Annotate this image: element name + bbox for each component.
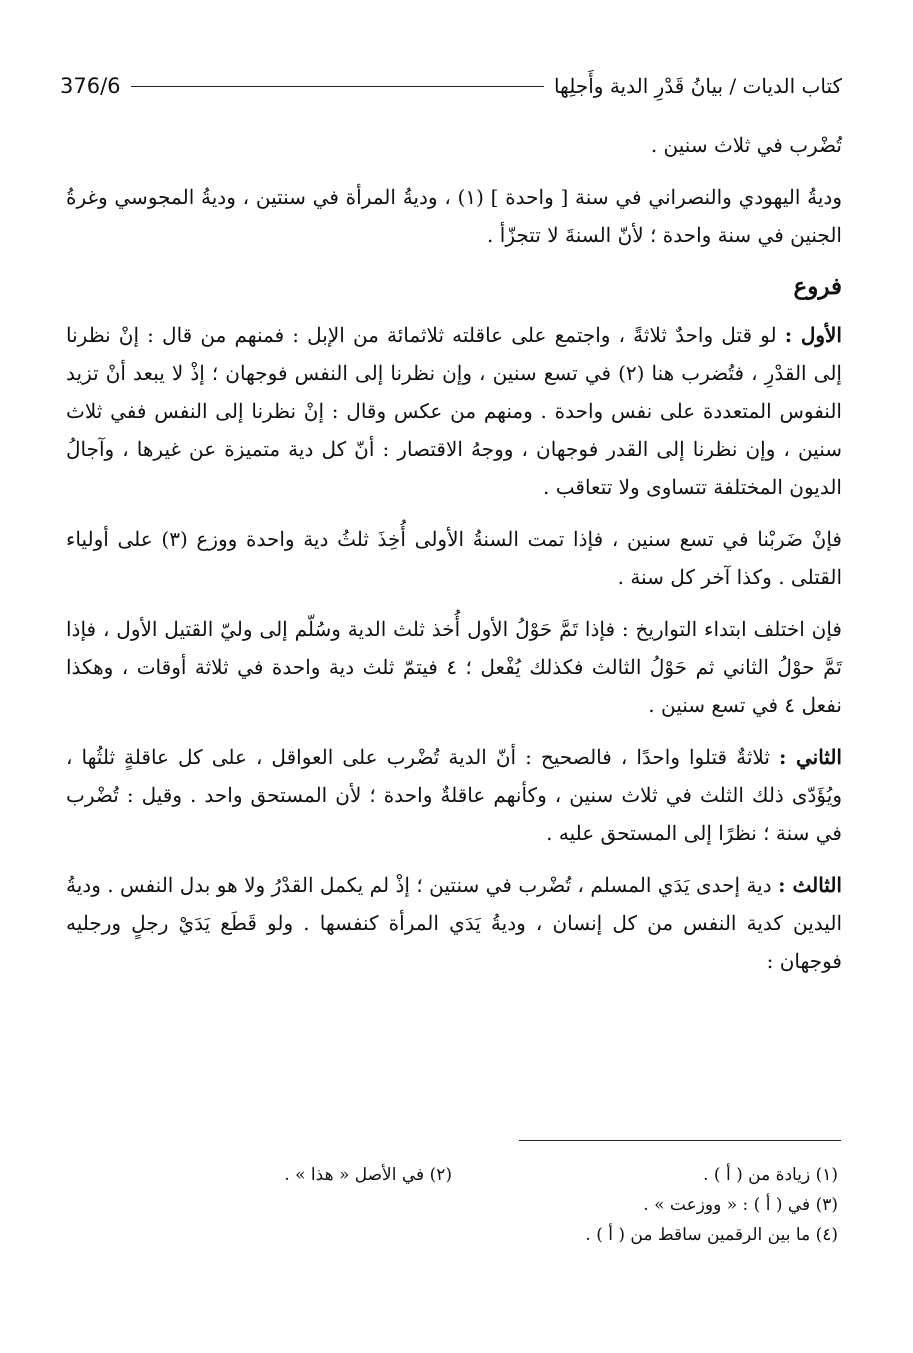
footnote-4: (٤) ما بين الرقمين ساقط من ( أ ) . bbox=[585, 1225, 838, 1245]
item-third bbox=[66, 866, 842, 980]
item-lead: الأول : bbox=[784, 323, 842, 347]
page-number: 376/6 bbox=[60, 74, 121, 98]
header-rule bbox=[131, 86, 544, 87]
item-text: لو قتل واحدٌ ثلاثةً ، واجتمع على عاقلته ثلاثمائة من الإبل : فمنهم من قال : إنْ نظرنا إلى القدْرِ ، فتُضرب هنا (٢) في تسع سنين ، وإن نظرنا إلى النفس فوجهان ؛ إذْ لا يبعد أنْ تزيد النفوس المتعددة على نفس واحدة . ومنهم من عكس وقال : إنْ نظرنا إلى النفس ففي ثلاث سنين ، وإن نظرنا إلى القدر فوجهان ، ووجهُ الاقتصار : أنّ كل دية متميزة عن غيرها ، وآجالُ الديون المختلفة تتساوى ولا تتعاقب . bbox=[66, 323, 842, 499]
paragraph-text: فإن اختلف ابتداء التواريخ : فإذا تَمَّ حَوْلُ الأول أُخذ ثلث الدية وسُلّم إلى وليّ القتيل الأول ، فإذا تَمَّ حوْلُ الثاني ثم حَوْلُ الثالث فكذلك يُفْعل ؛ ٤ فيتمّ ثلث دية واحدة في ثلاثة أوقات ، وهكذا نفعل ٤ في تسع سنين . bbox=[66, 617, 842, 717]
paragraph bbox=[66, 520, 842, 596]
section-heading: فروع bbox=[793, 273, 842, 300]
paragraph bbox=[66, 610, 842, 724]
item-lead: الثالث : bbox=[778, 873, 842, 897]
footnote-row bbox=[66, 1160, 838, 1190]
paragraph-text: تُضْرب في ثلاث سنين . bbox=[650, 133, 842, 157]
paragraph bbox=[66, 178, 842, 254]
item-second bbox=[66, 738, 842, 852]
footnote-1: (١) زيادة من ( أ ) . bbox=[703, 1165, 838, 1185]
item-lead: الثاني : bbox=[778, 745, 842, 769]
main-text bbox=[66, 126, 842, 994]
item-text: ثلاثةٌ قتلوا واحدًا ، فالصحيح : أنّ الدية تُضْرب على العواقل ، على كل عاقلةٍ ثلثُها ، ويُؤَدّى ذلك الثلث في ثلاث سنين ، وكأنهم عاقلةٌ واحدة ؛ لأن المستحق واحد . وقيل : تُضْرب في سنة ؛ نظرًا إلى المستحق عليه . bbox=[66, 745, 842, 845]
paragraph-text: فإنْ ضَربْنا في تسع سنين ، فإذا تمت السنةُ الأولى أُخِذَ ثلثُ دية واحدة ووزع (٣) على أولياء القتلى . وكذا آخر كل سنة . bbox=[66, 527, 842, 589]
footnote-3: (٣) في ( أ ) : « ووزعت » . bbox=[643, 1195, 838, 1215]
item-text: دية إحدى يَدَي المسلم ، تُضْرب في سنتين ؛ إذْ لم يكمل القدْرُ ولا هو بدل النفس . وديةُ اليدين كدية النفس من كل إنسان ، وديةُ يَدَي المرأة كنفسها . ولو قَطَع يَدَيْ رجلٍ ورجليه فوجهان : bbox=[66, 873, 842, 973]
running-title: كتاب الديات / بيانُ قَدْرِ الدية وأَجلِها bbox=[553, 74, 842, 98]
paragraph-text: وديةُ اليهودي والنصراني في سنة [ واحدة ] (١) ، وديةُ المرأة في سنتين ، وديةُ المجوسي وغرةُ الجنين في سنة واحدة ؛ لأنّ السنةَ لا تتجزّأ . bbox=[66, 185, 842, 247]
footnote-2: (٢) في الأصل « هذا » . bbox=[284, 1165, 452, 1185]
footnote-divider bbox=[519, 1140, 841, 1141]
item-first bbox=[66, 316, 842, 506]
page-header bbox=[60, 66, 842, 106]
paragraph bbox=[66, 126, 842, 164]
footnotes bbox=[66, 1160, 838, 1250]
